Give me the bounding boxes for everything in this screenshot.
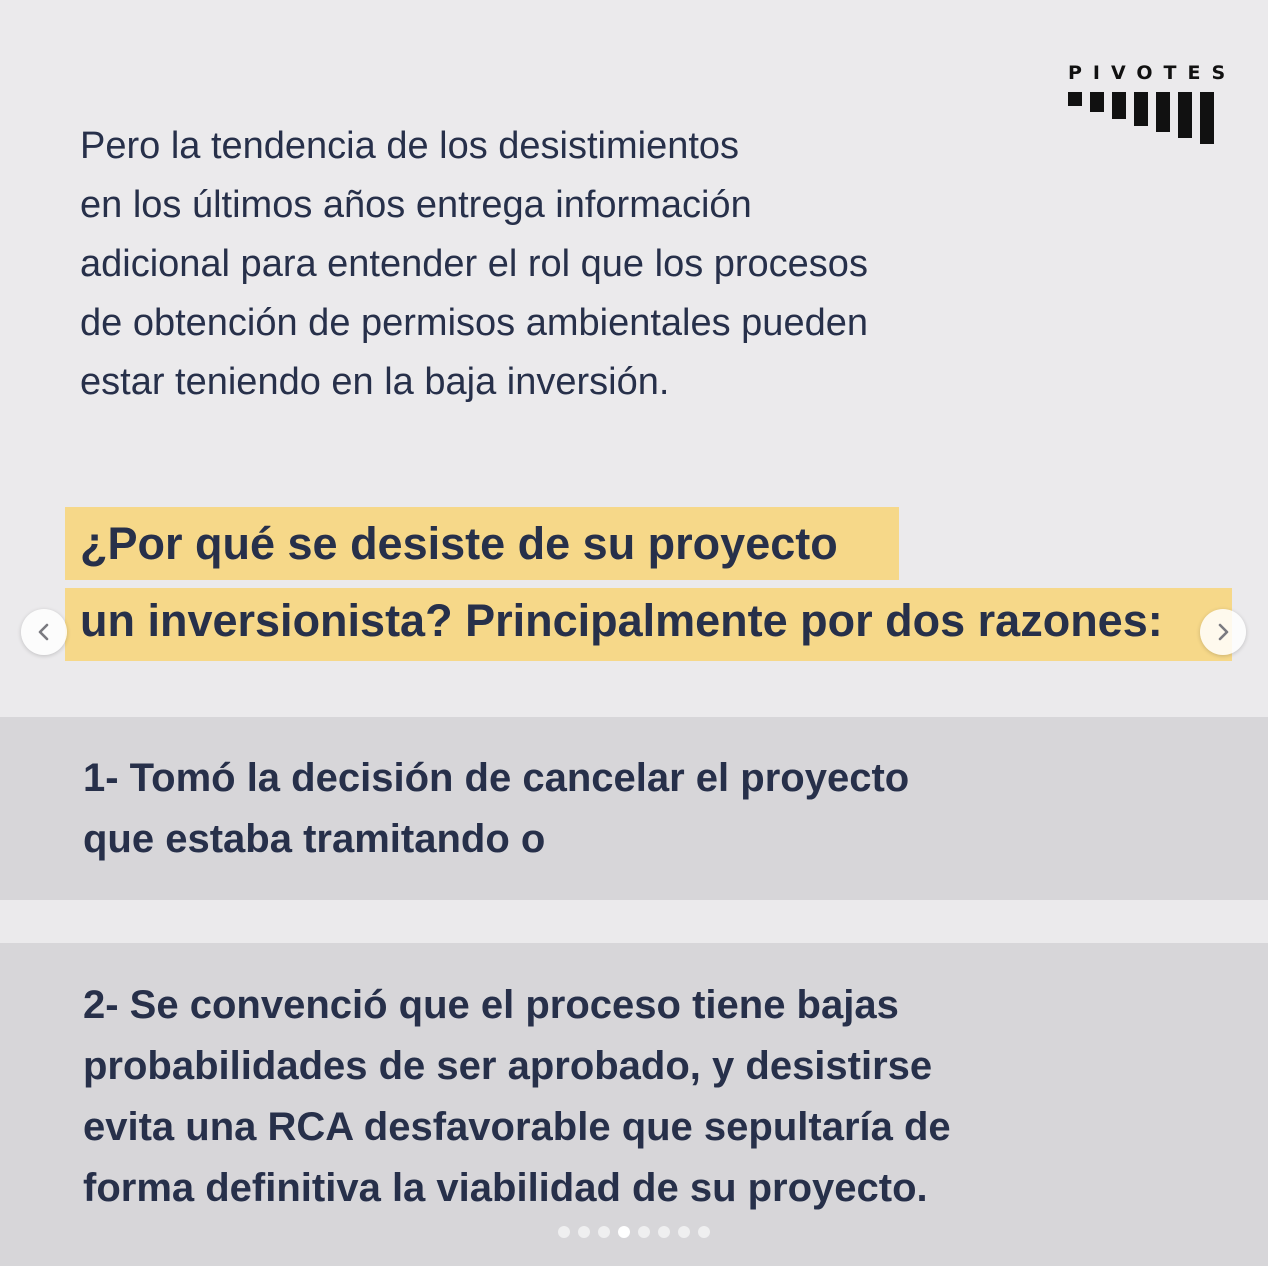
reason-line: evita una RCA desfavorable que sepultaría de [83,1105,951,1149]
reason-line: probabilidades de ser aprobado, y desistirse [83,1044,933,1088]
chevron-right-icon [1213,622,1233,642]
intro-line: estar teniendo en la baja inversión. [80,361,670,403]
carousel-dot[interactable] [598,1226,610,1238]
intro-line: Pero la tendencia de los desistimientos [80,125,740,167]
reason-line: 2- Se convenció que el proceso tiene bajas [83,983,899,1027]
pivotes-logo [1062,62,1237,84]
intro-line: de obtención de permisos ambientales pueden [80,302,868,344]
carousel-dot-active[interactable] [618,1226,630,1238]
reason-line: 1- Tomó la decisión de cancelar el proyecto [83,756,910,800]
chevron-left-icon [34,622,54,642]
carousel-dot[interactable] [658,1226,670,1238]
carousel-dot[interactable] [698,1226,710,1238]
carousel-dot[interactable] [638,1226,650,1238]
carousel-indicator [558,1226,710,1238]
carousel-next-button[interactable] [1200,609,1246,655]
question-line: ¿Por qué se desiste de su proyecto [80,518,838,569]
reason-panel-1 [0,717,1268,900]
intro-paragraph [80,117,1040,412]
logo-wordmark: PIVOTES [1068,62,1237,84]
carousel-prev-button[interactable] [21,609,67,655]
reason-line: forma definitiva la viabilidad de su proyecto. [83,1166,928,1210]
intro-line: en los últimos años entrega información [80,184,752,226]
reason-panel-2 [0,943,1268,1266]
carousel-dot[interactable] [678,1226,690,1238]
question-line: un inversionista? Principalmente por dos razones: [80,595,1163,646]
carousel-dot[interactable] [558,1226,570,1238]
reason-line: que estaba tramitando o [83,817,546,861]
reason-1-text [83,748,909,870]
intro-line: adicional para entender el rol que los procesos [80,243,868,285]
reason-2-text [83,975,951,1219]
carousel-dot[interactable] [578,1226,590,1238]
